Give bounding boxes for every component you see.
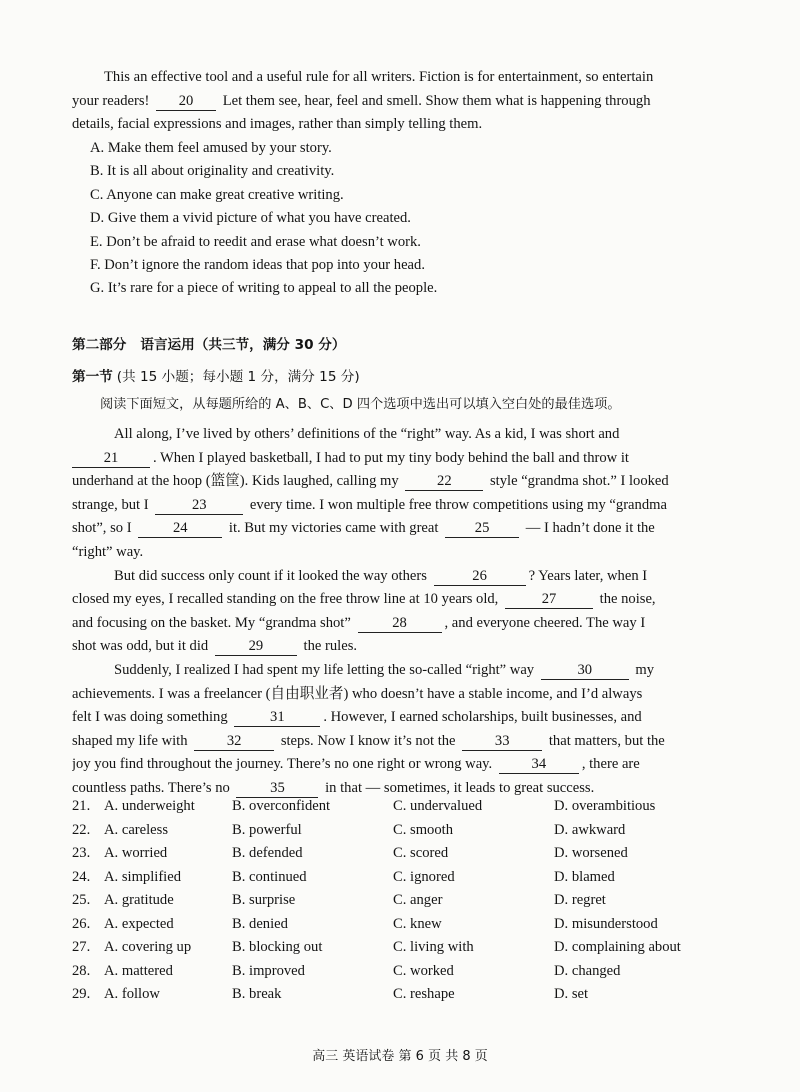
- choices-table: [72, 798, 732, 1010]
- choice-b: B. overconfident: [232, 798, 331, 814]
- blank-22: 22: [405, 473, 483, 491]
- text: countless paths. There’s no: [72, 779, 230, 796]
- choice-a: A. mattered: [104, 962, 173, 979]
- blank-34: 34: [499, 756, 579, 774]
- blank-29: 29: [215, 638, 297, 656]
- choice-c: C. ignored: [393, 868, 455, 885]
- passage-line: [72, 470, 730, 494]
- choice-a: A. expected: [104, 915, 174, 932]
- passage-line: [72, 612, 730, 636]
- blank-30: 30: [541, 662, 629, 680]
- text: my: [635, 661, 655, 678]
- blank-35: 35: [236, 780, 318, 798]
- choice-row-28: [72, 963, 732, 987]
- blank-25: 25: [445, 520, 519, 538]
- passage-line: [72, 659, 730, 683]
- text: that matters, but the: [548, 732, 665, 749]
- text: shot was odd, but it did: [72, 638, 209, 655]
- blank-33: 33: [462, 733, 542, 751]
- choice-d: D. misunderstood: [554, 915, 658, 932]
- blank-31: 31: [234, 709, 320, 727]
- choice-d: D. regret: [554, 892, 606, 908]
- page-footer: 高三 英语试卷 第 6 页 共 8 页: [312, 1049, 488, 1064]
- passage-line: [72, 447, 730, 471]
- choice-c: C. scored: [393, 845, 449, 861]
- choice-b: B. continued: [232, 868, 307, 885]
- intro-line: details, facial expressions and images, rather than simply telling them.: [72, 116, 483, 133]
- text: it. But my victories came with great: [228, 520, 439, 537]
- option-d: D. Give them a vivid picture of what you have created.: [90, 210, 411, 227]
- text: joy you find throughout the journey. There’s no one right or wrong way.: [72, 756, 493, 773]
- text: But did success only count if it looked the way others: [114, 567, 427, 584]
- choice-a: A. underweight: [104, 798, 195, 814]
- text: the noise,: [599, 591, 656, 608]
- choice-row-27: [72, 939, 732, 963]
- choice-a: A. gratitude: [104, 892, 174, 908]
- part2-subtitle: 语言运用（共三节，满分 30 分）: [140, 337, 346, 353]
- passage-line: [72, 494, 730, 518]
- text: closed my eyes, I recalled standing on the free throw line at 10 years old,: [72, 591, 499, 608]
- text: , and everyone cheered. The way I: [444, 614, 646, 631]
- choice-d: D. worsened: [554, 845, 628, 861]
- passage-line: [72, 565, 730, 589]
- choice-d: D. awkward: [554, 821, 626, 838]
- choice-c: C. smooth: [393, 821, 454, 838]
- question-number: 27.: [72, 939, 91, 955]
- text: . However, I earned scholarships, built businesses, and: [323, 709, 642, 726]
- option-a: A. Make them feel amused by your story.: [90, 140, 332, 156]
- blank-28: 28: [358, 615, 442, 633]
- choice-b: B. improved: [232, 962, 305, 979]
- text: every time. I won multiple free throw competitions using my “grandma: [249, 496, 667, 513]
- choice-a: A. careless: [104, 821, 169, 838]
- blank-21: 21: [72, 450, 150, 468]
- choice-row-25: [72, 892, 732, 916]
- question-number: 23.: [72, 845, 91, 861]
- text: steps. Now I know it’s not the: [280, 732, 456, 749]
- choice-b: B. defended: [232, 845, 303, 861]
- intro-line: This an effective tool and a useful rule for all writers. Fiction is for entertainment, so entertain: [104, 69, 654, 85]
- question-number: 26.: [72, 915, 91, 932]
- text: underhand at the hoop (篮筐). Kids laughed, calling my: [72, 473, 399, 490]
- choice-row-26: [72, 916, 732, 940]
- choice-c: C. worked: [393, 962, 454, 979]
- part2-title: 第二部分: [72, 337, 127, 353]
- question-number: 25.: [72, 892, 91, 908]
- question-number: 28.: [72, 962, 91, 979]
- choice-d: D. complaining about: [554, 939, 681, 955]
- text: felt I was doing something: [72, 709, 228, 726]
- passage-line: [72, 706, 730, 730]
- option-c: C. Anyone can make great creative writing.: [90, 186, 344, 203]
- choice-d: D. set: [554, 986, 589, 1002]
- part2-heading: [72, 333, 345, 353]
- choice-d: D. changed: [554, 962, 621, 979]
- text: Suddenly, I realized I had spent my life letting the so-called “right” way: [114, 661, 535, 678]
- choice-row-21: [72, 798, 732, 822]
- choice-c: C. reshape: [393, 986, 455, 1002]
- option-f: F. Don’t ignore the random ideas that pop into your head.: [90, 256, 425, 273]
- options-list: [90, 137, 437, 301]
- question-number: 21.: [72, 798, 91, 814]
- passage-line: [72, 635, 730, 659]
- intro-line: [72, 90, 730, 114]
- text: style “grandma shot.” I looked: [489, 473, 669, 490]
- question-number: 29.: [72, 986, 91, 1002]
- choice-b: B. break: [232, 986, 282, 1002]
- choice-row-24: [72, 869, 732, 893]
- blank-24: 24: [138, 520, 222, 538]
- passage-line: achievements. I was a freelancer (自由职业者) who doesn’t have a stable income, and I’d always: [72, 685, 643, 702]
- question-number: 22.: [72, 821, 91, 838]
- choice-b: B. surprise: [232, 892, 296, 908]
- choice-b: B. blocking out: [232, 939, 323, 955]
- choice-a: A. worried: [104, 845, 168, 861]
- choice-b: B. powerful: [232, 821, 302, 838]
- choice-row-22: [72, 822, 732, 846]
- choice-d: D. blamed: [554, 868, 615, 885]
- text: shaped my life with: [72, 732, 188, 749]
- choice-a: A. covering up: [104, 939, 192, 955]
- option-g: G. It’s rare for a piece of writing to appeal to all the people.: [90, 280, 438, 297]
- passage-line: [72, 753, 730, 777]
- section1-title: 第一节: [72, 369, 113, 385]
- option-b: B. It is all about originality and creativity.: [90, 163, 335, 180]
- text: the rules.: [303, 638, 358, 655]
- choice-b: B. denied: [232, 915, 288, 932]
- blank-32: 32: [194, 733, 274, 751]
- choice-c: C. knew: [393, 915, 442, 932]
- section1-instruction: 阅读下面短文，从每题所给的 A、B、C、D 四个选项中选出可以填入空白处的最佳选项。: [100, 397, 621, 412]
- choice-c: C. anger: [393, 892, 443, 908]
- choice-row-29: [72, 986, 732, 1010]
- intro-paragraph: [72, 66, 730, 137]
- section1-subtitle: (共 15 小题；每小题 1 分，满分 15 分): [116, 369, 360, 385]
- passage-line: [72, 777, 730, 801]
- choice-c: C. undervalued: [393, 798, 483, 814]
- text: and focusing on the basket. My “grandma shot”: [72, 614, 351, 631]
- text: . When I played basketball, I had to put my tiny body behind the ball and throw it: [153, 449, 629, 466]
- text: , there are: [581, 756, 640, 773]
- blank-26: 26: [434, 568, 526, 586]
- cloze-passage: [72, 423, 730, 801]
- blank-27: 27: [505, 591, 593, 609]
- choice-a: A. follow: [104, 986, 160, 1002]
- text: Let them see, hear, feel and smell. Show them what is happening through: [222, 92, 651, 109]
- text: — I hadn’t done it the: [525, 520, 655, 537]
- text: strange, but I: [72, 496, 149, 513]
- blank-20: 20: [156, 93, 216, 111]
- section1-heading: [72, 365, 360, 385]
- passage-line: All along, I’ve lived by others’ definitions of the “right” way. As a kid, I was short and: [114, 426, 620, 442]
- passage-line: [72, 517, 730, 541]
- text: in that — sometimes, it leads to great success.: [325, 779, 595, 796]
- question-number: 24.: [72, 868, 91, 885]
- choice-d: D. overambitious: [554, 798, 656, 814]
- passage-line: [72, 730, 730, 754]
- choice-c: C. living with: [393, 939, 474, 955]
- blank-23: 23: [155, 497, 243, 515]
- text: your readers!: [72, 92, 150, 109]
- choice-row-23: [72, 845, 732, 869]
- passage-line: [72, 588, 730, 612]
- option-e: E. Don’t be afraid to reedit and erase what doesn’t work.: [90, 233, 421, 250]
- text: ? Years later, when I: [528, 567, 648, 584]
- passage-line: “right” way.: [72, 543, 144, 560]
- choice-a: A. simplified: [104, 868, 182, 885]
- text: shot”, so I: [72, 520, 132, 537]
